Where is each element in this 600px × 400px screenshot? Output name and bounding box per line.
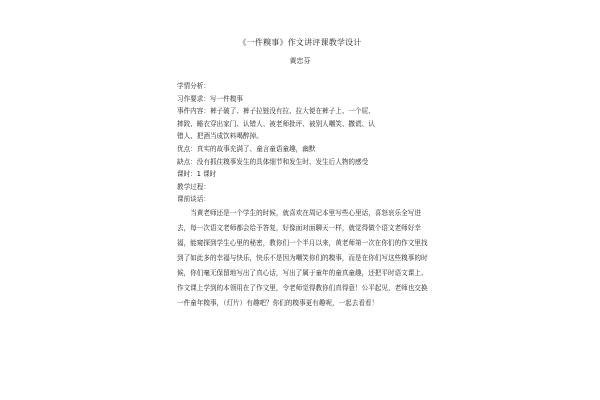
document-title: 《一件糗事》作文讲评课教学设计 [238, 38, 362, 47]
document-body [177, 80, 429, 311]
event-content-line: 摔跤、睡衣穿出家门、认错人、被老师批评、被别人嘲笑、撒谎、认 [177, 119, 375, 128]
writing-requirement: 习作要求：写一件糗事 [177, 94, 243, 103]
event-content-line: 错人、把酒当成饮料喝醉掉。 [177, 132, 263, 141]
strengths-line: 优点：真实的故事充满了、童言童语童趣，幽默 [177, 144, 316, 153]
document-author: 黄忠芬 [289, 57, 311, 65]
class-hours-line: 课时：1 课时 [177, 170, 217, 179]
section-heading-learning-analysis: 学情分析： [177, 82, 210, 90]
event-content-line: 事件内容：裤子破了、裤子拉链没有拉、拉大便在裤子上、一个屁、 [177, 107, 375, 116]
pre-class-talk-paragraph: 当黄老师还是一个学生的时候，就喜欢在周记本里写些心里话，喜怒哀乐全写进去，每一次语文老师都会给予答复，好像面对面聊天一样，就觉得做个语文老师好幸福，能窥探到学生心里的秘密，教你们一个半月以来，黄老师第一次在你们的作文里找到了如此多的幸福与快乐，快乐不是因为嘲笑你们的糗事，而是在你们写这些糗事的时候，你们毫无保留地写出了真心话，写出了属于童年的童真童趣，还把平时语文课上、作文课上学到的本领用在了作文里，令老师觉得教你们真得意！公平起见，老师也交换一件童年糗事，（灯片）有趣吧？你们的糗事更有趣呢，一起去看看！ [177, 208, 428, 307]
weaknesses-line: 缺点：没有抓住糗事发生的具体细节和发生时、发生后人物的感受 [177, 157, 369, 166]
teaching-process-heading: 教学过程： [177, 182, 210, 191]
pre-class-talk-heading: 课前谈话： [177, 195, 210, 204]
